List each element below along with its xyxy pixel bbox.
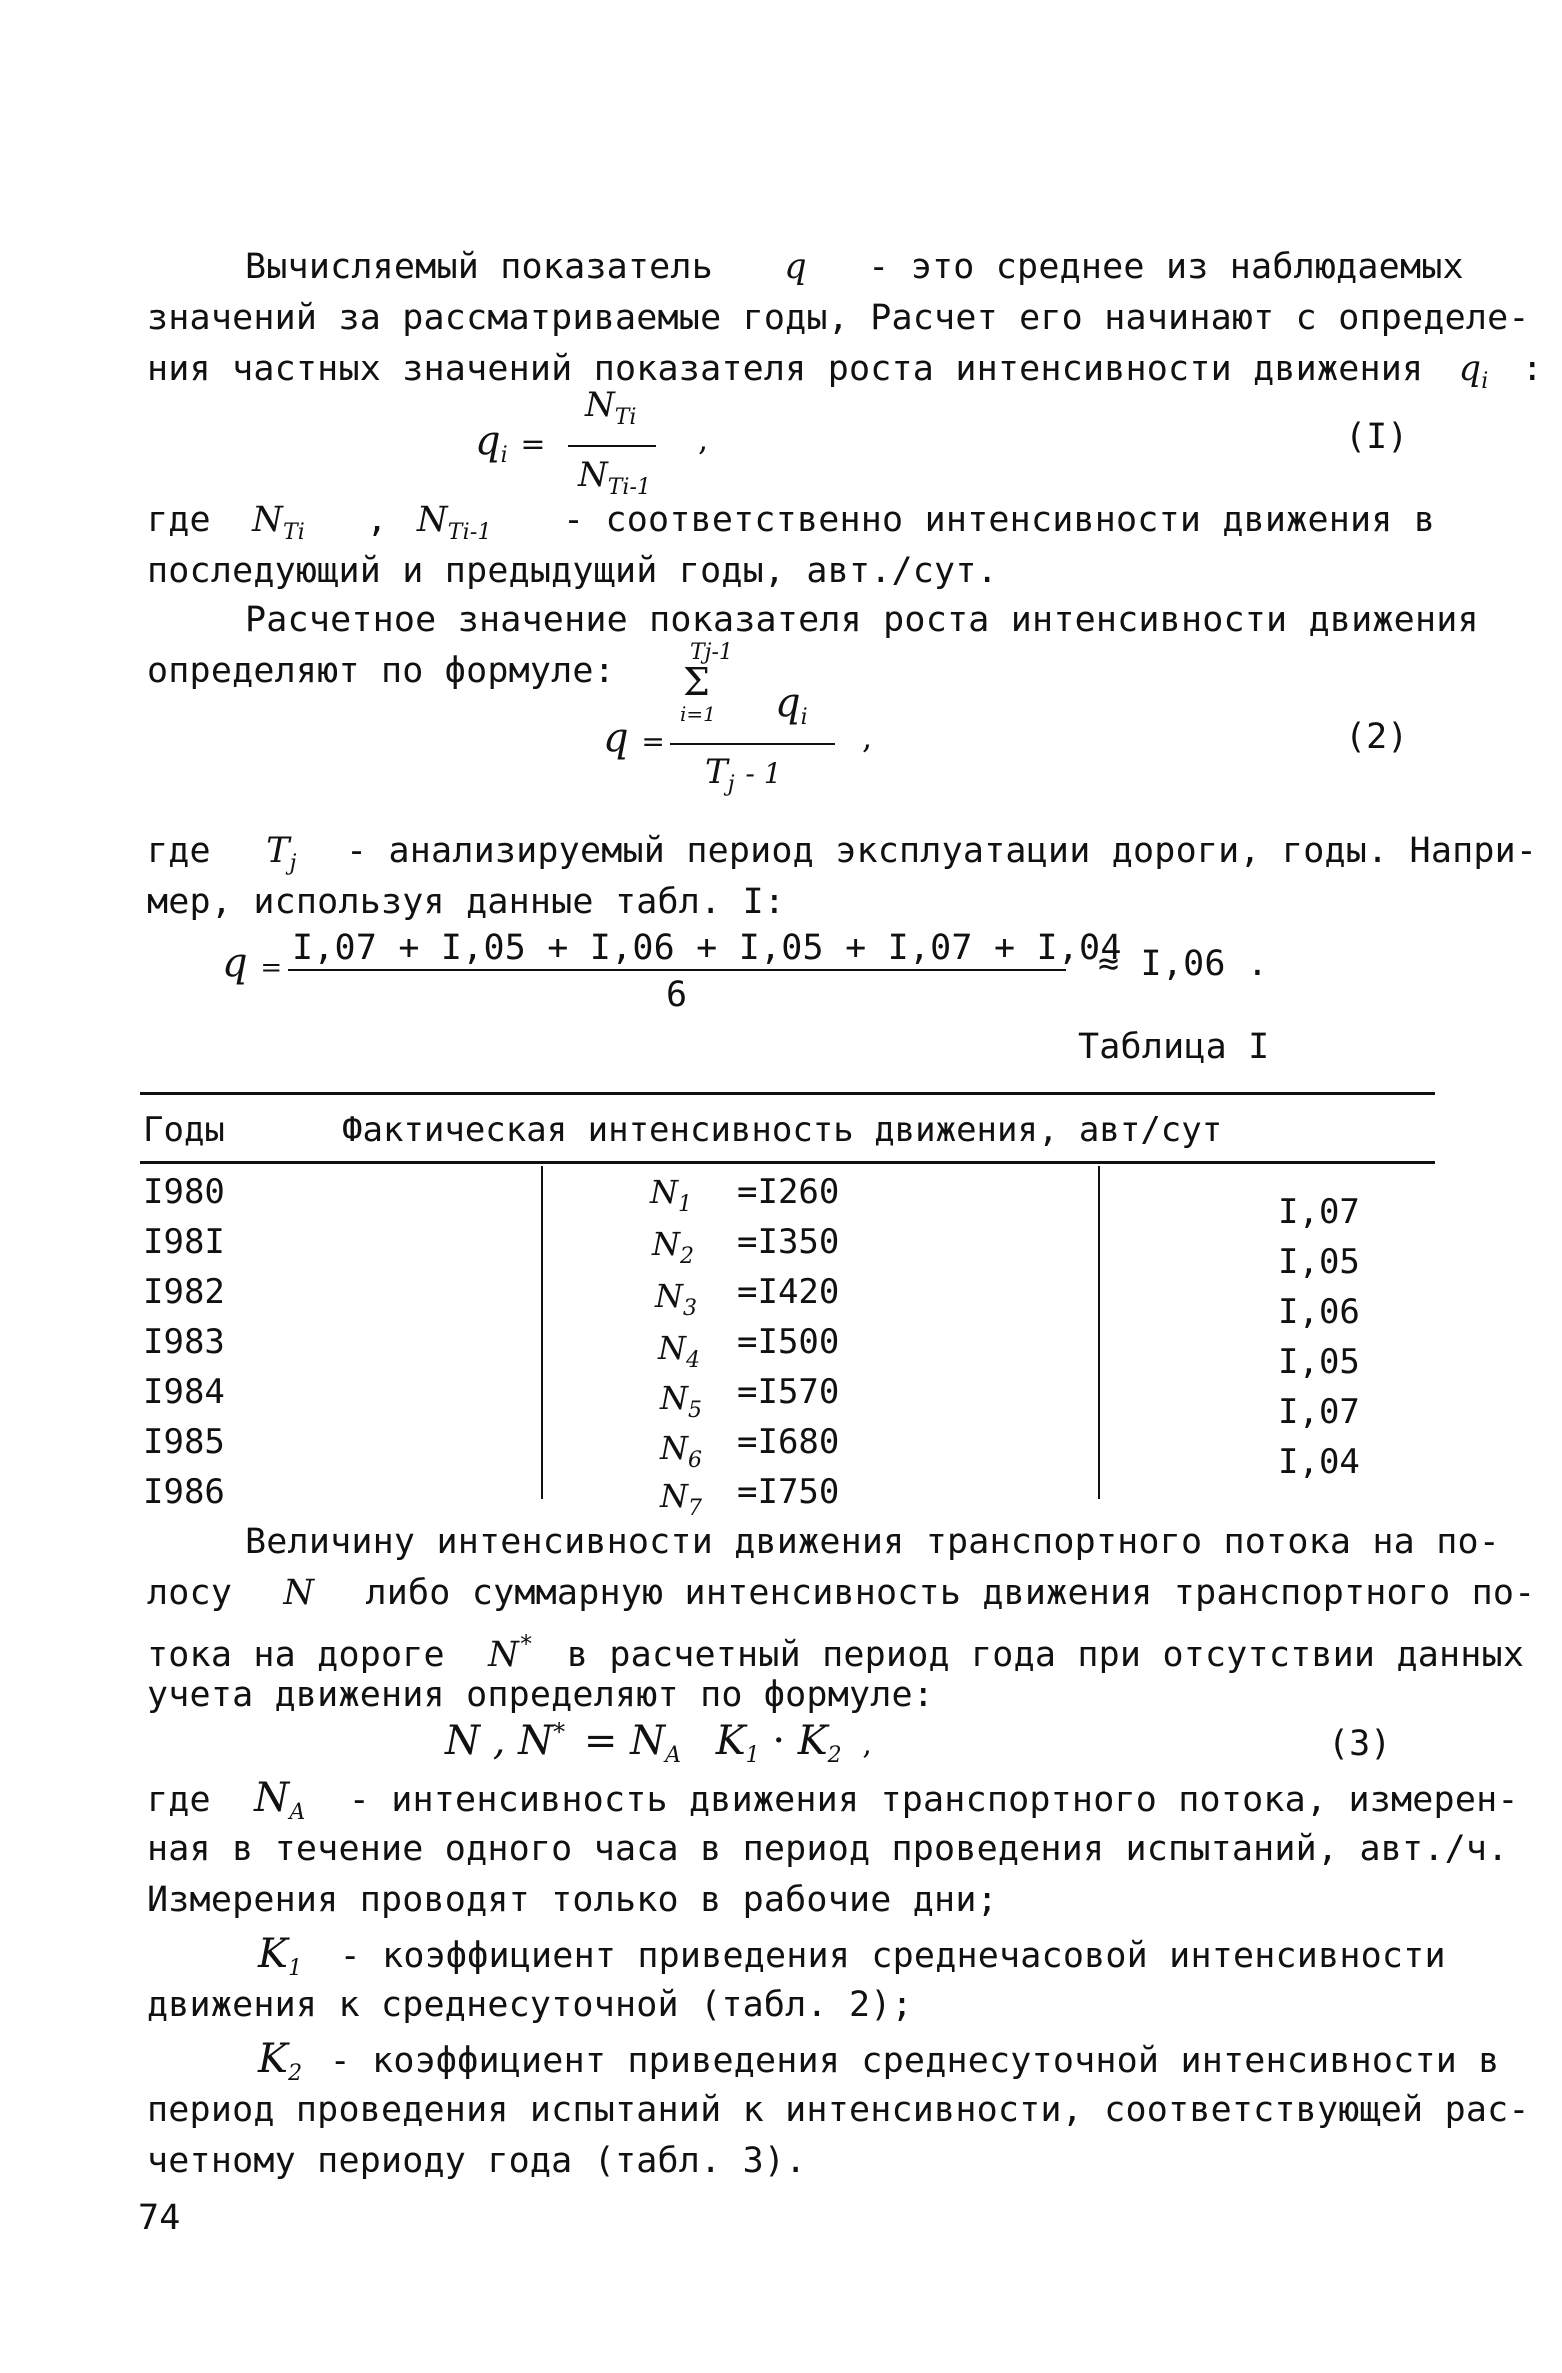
where3-line1: где $N_A$ - интенсивность движения транспортного потока, измерен-: [147, 1775, 1519, 1825]
table-value: =I350: [737, 1222, 840, 1262]
page-number: 74: [138, 2198, 181, 2238]
formula1-lhs: $q_i$ =: [475, 418, 546, 468]
table-value: =I680: [737, 1422, 840, 1462]
table-value: =I500: [737, 1322, 840, 1362]
table-ratio: I,04: [1278, 1442, 1360, 1482]
para2-line2: определяют по формуле:: [147, 651, 615, 691]
k2-line2: период проведения испытаний к интенсивности, соответствующей рас-: [147, 2090, 1530, 2130]
where3-line2: ная в течение одного часа в период проведения испытаний, авт./ч.: [147, 1829, 1509, 1869]
table-n-symbol: $N_4$: [658, 1329, 700, 1373]
table-header-intensity: Фактическая интенсивность движения, авт/сут: [342, 1110, 1223, 1150]
table-n-symbol: $N_3$: [655, 1277, 697, 1321]
table-n-symbol: $N_7$: [660, 1477, 702, 1521]
where1-line2: последующий и предыдущий годы, авт./сут.: [147, 551, 998, 591]
symbol-nti: N: [252, 500, 283, 540]
table-year: I980: [143, 1172, 225, 1212]
symbol-q: q: [784, 247, 807, 287]
formula2-fraction-bar: [670, 743, 835, 745]
table-ratio: I,07: [1278, 1192, 1360, 1232]
symbol-n-star: N: [488, 1635, 519, 1675]
formula2-sum-upper: Tj-1: [690, 640, 733, 665]
example-denominator: 6: [666, 975, 688, 1015]
para2-line1: Расчетное значение показателя роста интенсивности движения: [245, 600, 1479, 640]
para3-line2-text-a: лосу: [147, 1573, 233, 1613]
table-n-symbol: $N_5$: [660, 1379, 702, 1423]
para1-text-a: Вычисляемый показатель: [245, 247, 713, 287]
symbol-k1: K: [258, 1931, 289, 1977]
para1-line1: [245, 245, 1464, 289]
k1-line1: $K_1$ - коэффициент приведения среднечасовой интенсивности: [258, 1931, 1446, 1981]
table-ratio: I,07: [1278, 1392, 1360, 1432]
table-value: =I260: [737, 1172, 840, 1212]
formula1-comma: ,: [698, 420, 709, 458]
where3-gde: где: [147, 1780, 211, 1820]
para1-text-b: - это среднее из наблюдаемых: [868, 247, 1464, 287]
symbol-qi: q: [1458, 349, 1482, 389]
k2-text: - коэффициент приведения среднесуточной интенсивности в: [329, 2041, 1500, 2081]
table-year: I983: [143, 1322, 225, 1362]
para3-line1: Величину интенсивности движения транспортного потока на по-: [245, 1522, 1501, 1562]
table-n-symbol: $N_6$: [660, 1429, 702, 1473]
formula1-numerator: $N_{Ti}$: [585, 385, 637, 430]
table-caption: Таблица I: [1078, 1027, 1270, 1067]
table-ratio: I,06: [1278, 1292, 1360, 1332]
where2-text: - анализируемый период эксплуатации дороги, годы. Напри-: [345, 831, 1538, 871]
formula2-sum-sign: Σ: [683, 660, 710, 704]
example-lhs: q =: [222, 940, 283, 986]
para3-line3-text-b: в расчетный период года при отсутствии данных: [566, 1635, 1525, 1675]
para1-line2: значений за рассматриваемые годы, Расчет его начинают с определе-: [147, 298, 1530, 338]
example-numerator: I,07 + I,05 + I,06 + I,05 + I,07 + I,04: [292, 928, 1122, 968]
where3-text: - интенсивность движения транспортного потока, измерен-: [348, 1780, 1519, 1820]
para1-colon: :: [1521, 349, 1544, 389]
table-top-rule: [140, 1092, 1435, 1095]
formula2-lhs: q =: [603, 715, 665, 761]
para3-line4: учета движения определяют по формуле:: [147, 1675, 935, 1715]
k1-text: - коэффициент приведения среднечасовой интенсивности: [339, 1936, 1446, 1976]
table-ratio: I,05: [1278, 1242, 1360, 1282]
formula1-fraction-bar: [568, 445, 656, 447]
table-value: =I750: [737, 1472, 840, 1512]
where1-line1: где $N_{Ti}$ , $N_{Ti-1}$ - соответственно интенсивности движения в: [147, 500, 1436, 545]
table-value: =I420: [737, 1272, 840, 1312]
symbol-qi-sub: i: [1481, 369, 1489, 394]
symbol-tj: T: [266, 831, 290, 871]
table-year: I982: [143, 1272, 225, 1312]
formula2-denominator: $T_j - 1$: [705, 752, 782, 797]
symbol-k2: K: [258, 2036, 289, 2082]
table-vrule-right: [1098, 1166, 1100, 1499]
example-result: ≈ I,06 .: [1098, 944, 1269, 984]
formula3-expression: N , $N^* = N_A$ $K_1 \cdot K_2$ ,: [445, 1718, 872, 1768]
table-n-symbol: $N_1$: [650, 1173, 692, 1217]
table-year: I985: [143, 1422, 225, 1462]
where2-line2: мер, используя данные табл. I:: [147, 882, 786, 922]
para3-line2-text-b: либо суммарную интенсивность движения транспортного по-: [365, 1573, 1536, 1613]
k2-line1: $K_2$ - коэффициент приведения среднесуточной интенсивности в: [258, 2036, 1500, 2086]
table-year: I984: [143, 1372, 225, 1412]
k2-line3: четному периоду года (табл. 3).: [147, 2141, 807, 2181]
symbol-na: N: [254, 1775, 290, 1821]
example-fraction-bar: [288, 969, 1066, 971]
formula2-comma: ,: [862, 718, 873, 756]
table-year: I986: [143, 1472, 225, 1512]
formula3-number: (3): [1328, 1724, 1392, 1764]
table-n-symbol: $N_2$: [652, 1225, 694, 1269]
para3-line3: тока на дороге N* в расчетный период года при отсутствии данных: [147, 1630, 1525, 1675]
where2-line1: где $T_j$ - анализируемый период эксплуатации дороги, годы. Напри-: [147, 831, 1538, 876]
k1-line2: движения к среднесуточной (табл. 2);: [147, 1985, 913, 2025]
para1-line3: [147, 347, 1543, 404]
para3-line3-text-a: тока на дороге: [147, 1635, 445, 1675]
formula1-denominator: $N_{Ti-1}$: [578, 455, 651, 500]
para3-line2: [147, 1571, 1535, 1615]
table-value: =I570: [737, 1372, 840, 1412]
table-ratio: I,05: [1278, 1342, 1360, 1382]
table-header-years: Годы: [143, 1110, 225, 1150]
where2-gde: где: [147, 831, 211, 871]
where3-line3: Измерения проводят только в рабочие дни;: [147, 1880, 998, 1920]
symbol-nti-1: N: [416, 500, 448, 540]
formula2-sum-term: $q_i$: [775, 680, 808, 730]
para1-line3-text: ния частных значений показателя роста интенсивности движения: [147, 349, 1424, 389]
formula2-sum-lower: i=1: [680, 702, 716, 726]
formula1-number: (I): [1345, 417, 1409, 457]
table-vrule-left: [541, 1166, 543, 1499]
symbol-n: N: [283, 1573, 315, 1613]
where1-text: - соответственно интенсивности движения в: [562, 500, 1436, 540]
formula2-number: (2): [1345, 717, 1409, 757]
table-year: I98I: [143, 1222, 225, 1262]
table-header-rule: [140, 1161, 1435, 1164]
where1-gde: где: [147, 500, 211, 540]
